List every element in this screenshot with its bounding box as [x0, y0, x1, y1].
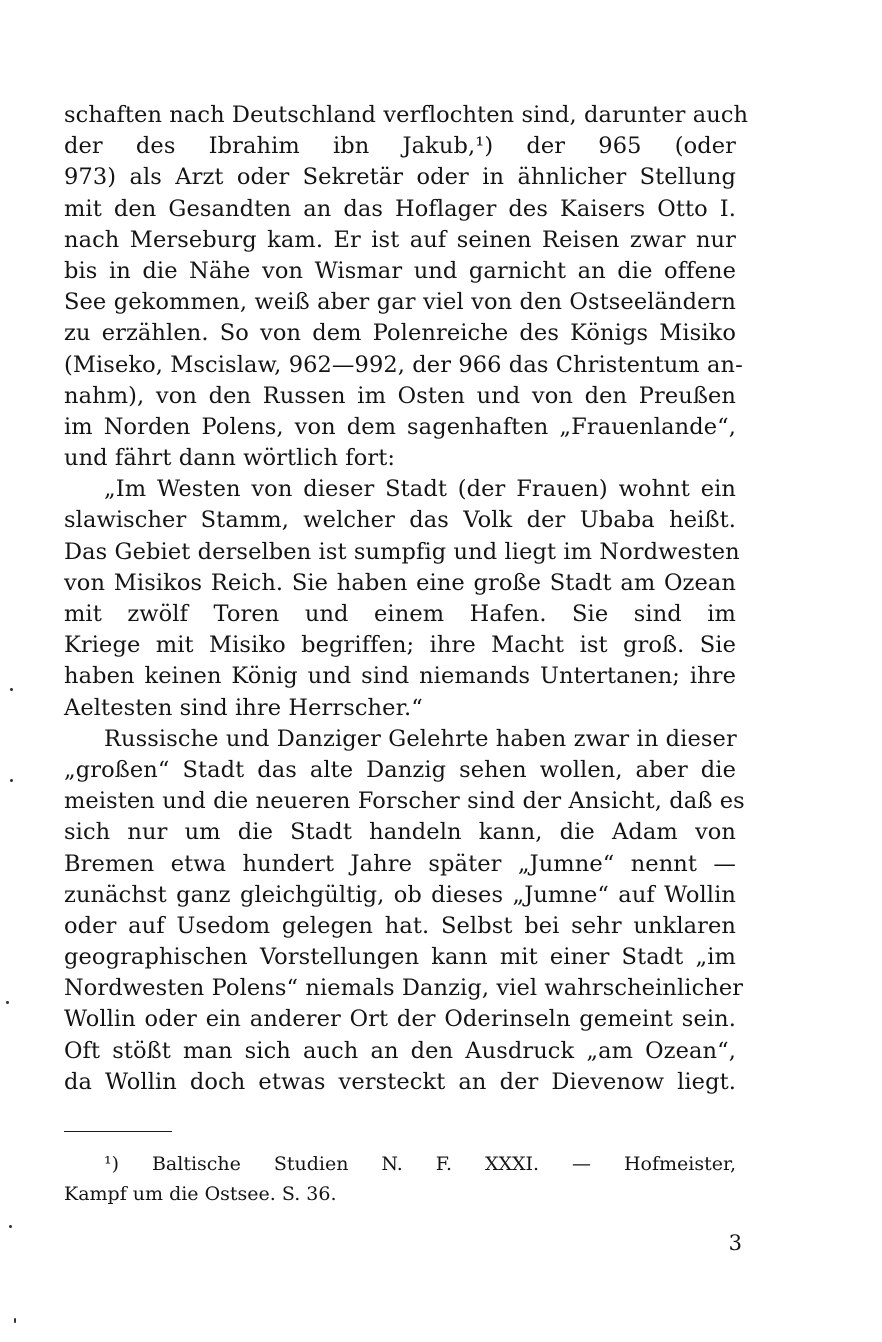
text-line: da Wollin doch etwas versteckt an der Dievenow liegt. — [64, 1068, 736, 1095]
text-line: Wollin oder ein anderer Ort der Oderinseln gemeint sein. — [64, 1006, 736, 1033]
text-line: „Im Westen von dieser Stadt (der Frauen) wohnt ein — [104, 476, 736, 503]
text-line: und fährt dann wörtlich fort: — [64, 445, 396, 472]
text-line: zunächst ganz gleichgültig, ob dieses „Jumne“ auf Wollin — [64, 881, 736, 908]
text-line: Russische und Danziger Gelehrte haben zwar in dieser — [104, 725, 737, 752]
text-line: nach Merseburg kam. Er ist auf seinen Reisen zwar nur — [64, 226, 736, 253]
footnote-line: ¹) Baltische Studien N. F. XXXI. — Hofmeister, — [104, 1153, 736, 1175]
page-number: 3 — [728, 1231, 742, 1255]
paragraph-1 — [64, 100, 749, 474]
footnote-divider — [64, 1131, 172, 1132]
text-line: mit den Gesandten an das Hoflager des Kaisers Otto I. — [64, 195, 736, 222]
text-line: Bremen etwa hundert Jahre später „Jumne“ nennt — — [64, 850, 736, 877]
text-line: schaften nach Deutschland verflochten sind, darunter auch — [64, 102, 749, 128]
text-line: Oft stößt man sich auch an den Ausdruck „am Ozean“, — [64, 1037, 736, 1064]
text-line: von Misikos Reich. Sie haben eine große Stadt am Ozean — [64, 569, 736, 596]
scan-speck — [10, 688, 13, 691]
text-line: zu erzählen. So von dem Polenreiche des Königs Misiko — [64, 320, 736, 347]
footnote-line: Kampf um die Ostsee. S. 36. — [64, 1183, 337, 1205]
text-line: Das Gebiet derselben ist sumpfig und liegt im Nordwesten — [64, 538, 740, 565]
main-text — [64, 100, 749, 1098]
text-line: 973) als Arzt oder Sekretär oder in ähnlicher Stellung — [64, 164, 736, 191]
text-line: bis in die Nähe von Wismar und garnicht an die offene — [64, 257, 736, 284]
text-line: (Miseko, Mscislaw, 962—992, der 966 das Christentum an- — [64, 351, 743, 378]
text-line: im Norden Polens, von dem sagenhaften „Frauenlande“, — [64, 413, 736, 440]
text-line: haben keinen König und sind niemands Untertanen; ihre — [64, 663, 736, 690]
text-line: mit zwölf Toren und einem Hafen. Sie sind im — [64, 601, 736, 627]
text-line: der des Ibrahim ibn Jakub,¹) der 965 (oder — [64, 133, 736, 160]
text-line: slawischer Stamm, welcher das Volk der Ubaba heißt. — [64, 507, 736, 534]
text-line: Kriege mit Misiko begriffen; ihre Macht ist groß. Sie — [64, 632, 736, 659]
footnote — [64, 1149, 736, 1209]
text-line: See gekommen, weiß aber gar viel von den Ostseeländern — [64, 289, 736, 316]
scan-speck — [14, 1318, 16, 1323]
text-line: oder auf Usedom gelegen hat. Selbst bei sehr unklaren — [64, 912, 736, 939]
text-line: geographischen Vorstellungen kann mit einer Stadt „im — [64, 944, 736, 971]
text-line: sich nur um die Stadt handeln kann, die Adam von — [64, 819, 736, 846]
text-line: nahm), von den Russen im Osten und von den Preußen — [64, 382, 736, 409]
scan-speck — [10, 779, 13, 782]
text-line: Aeltesten sind ihre Herrscher.“ — [64, 694, 423, 721]
text-line: meisten und die neueren Forscher sind der Ansicht, daß es — [64, 788, 745, 815]
paragraph-3 — [64, 724, 745, 1098]
scan-speck — [6, 1001, 9, 1004]
text-line: „großen“ Stadt das alte Danzig sehen wollen, aber die — [64, 756, 736, 783]
paragraph-2-quotation — [64, 474, 740, 724]
text-line: Nordwesten Polens“ niemals Danzig, viel wahrscheinlicher — [64, 975, 744, 1002]
scan-speck — [9, 1225, 12, 1228]
